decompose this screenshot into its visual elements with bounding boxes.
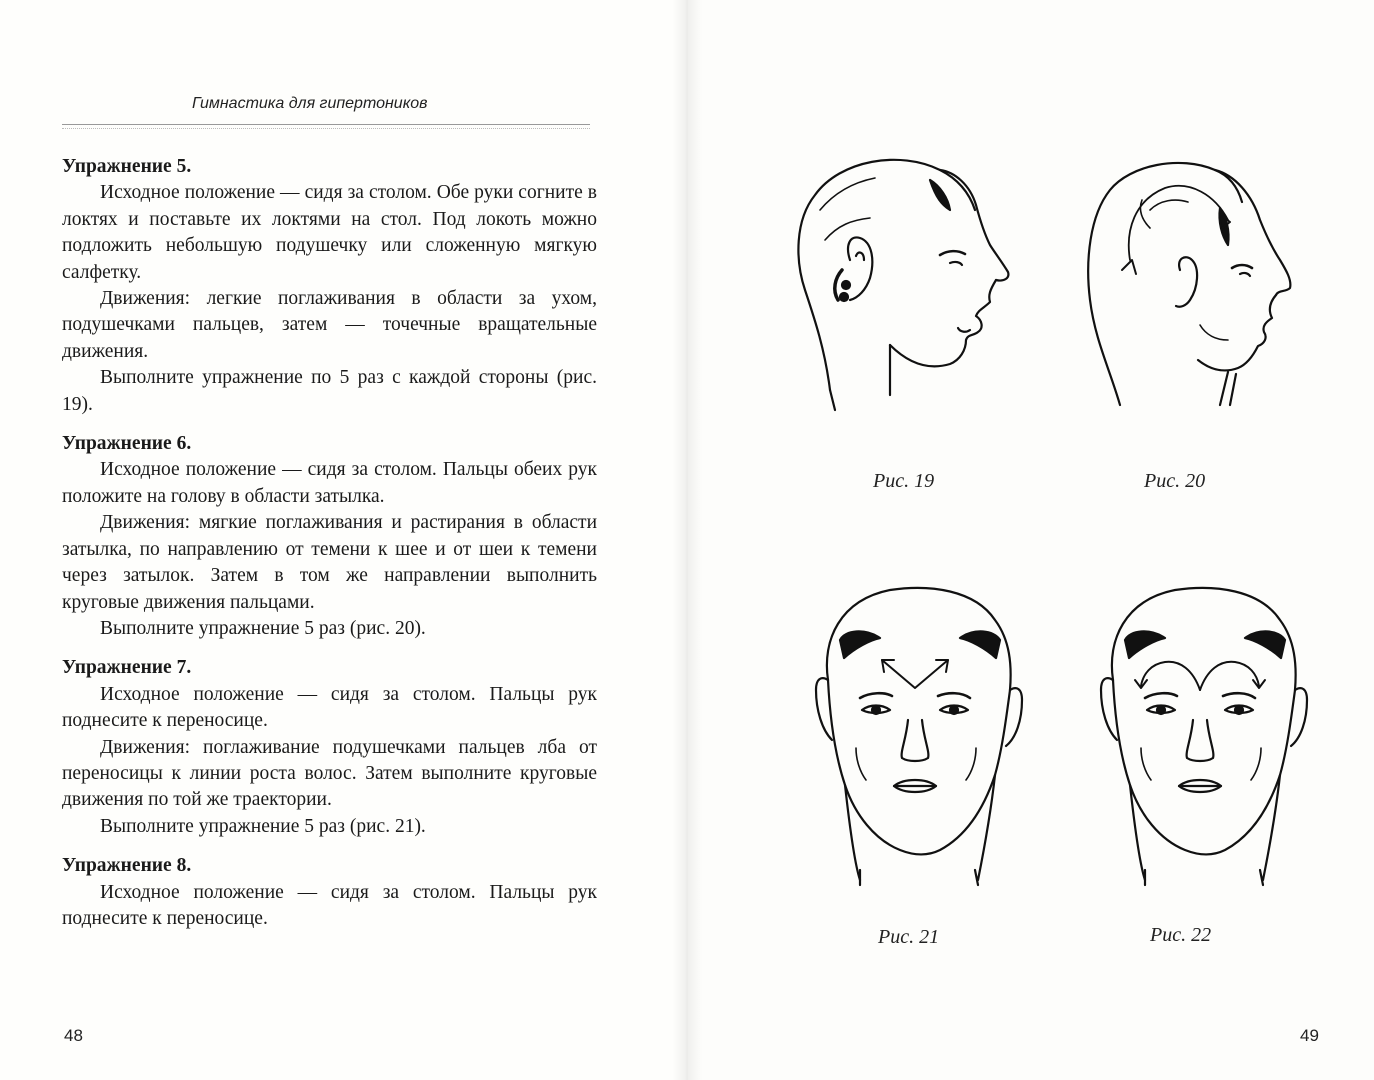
paragraph: Исходное положение — сидя за столом. Обе руки согните в локтях и поставьте их локтями на стол. Под локоть можно подложить небольшую подушечку или сложенную мягкую салфетку. [62, 182, 597, 283]
figure-caption: Рис. 20 [1144, 470, 1206, 492]
exercise-title: Упражнение 8. [62, 855, 192, 877]
head-profile-ear-points-icon [790, 150, 1020, 420]
paragraph: Исходное положение — сидя за столом. Пальцы обеих рук положите на голову в области затылка. [62, 459, 597, 507]
paragraph: Движения: легкие поглаживания в области за ухом, подушечками пальцев, затем — точечные вращательные движения. [62, 288, 597, 362]
exercise-8 [62, 853, 597, 932]
paragraph: Исходное положение — сидя за столом. Пальцы рук поднесите к переносице. [62, 683, 597, 732]
exercise-7 [62, 655, 597, 840]
text-column [62, 154, 597, 945]
header-rule [62, 124, 590, 129]
figure-caption: Рис. 19 [873, 470, 935, 492]
page-number-left: 48 [64, 1026, 83, 1045]
head-profile-arrow-icon [1080, 150, 1300, 420]
figure-caption: Рис. 21 [878, 926, 940, 948]
exercise-6 [62, 431, 597, 642]
running-head: Гимнастика для гипертоников [192, 95, 428, 112]
paragraph: Выполните упражнение по 5 раз с каждой стороны (рис. 19). [62, 367, 597, 415]
paragraph: Движения: поглаживание подушечками пальцев лба от переносицы к линии роста волос. Затем выполните круговые движения по той же траектории. [62, 736, 597, 811]
paragraph: Исходное положение — сидя за столом. Пальцы рук поднесите к переносице. [62, 881, 597, 929]
paragraph: Движения: мягкие поглаживания и растирания в области затылка, по направлению от темени к шее и от шеи к темени через затылок. Затем в том же направлении выполнить круговые движения пальцами. [62, 512, 597, 613]
face-front-circles-icon [1085, 580, 1325, 900]
paragraph: Выполните упражнение 5 раз (рис. 21). [100, 815, 426, 837]
exercise-5 [62, 154, 597, 418]
face-front-arrows-icon [800, 580, 1040, 900]
figure-caption: Рис. 22 [1150, 924, 1212, 946]
exercise-title: Упражнение 5. [62, 156, 192, 177]
book-spine [672, 0, 702, 1080]
page-number-right: 49 [1300, 1026, 1319, 1045]
exercise-title: Упражнение 7. [62, 657, 192, 679]
paragraph: Выполните упражнение 5 раз (рис. 20). [100, 617, 426, 639]
exercise-title: Упражнение 6. [62, 433, 192, 455]
